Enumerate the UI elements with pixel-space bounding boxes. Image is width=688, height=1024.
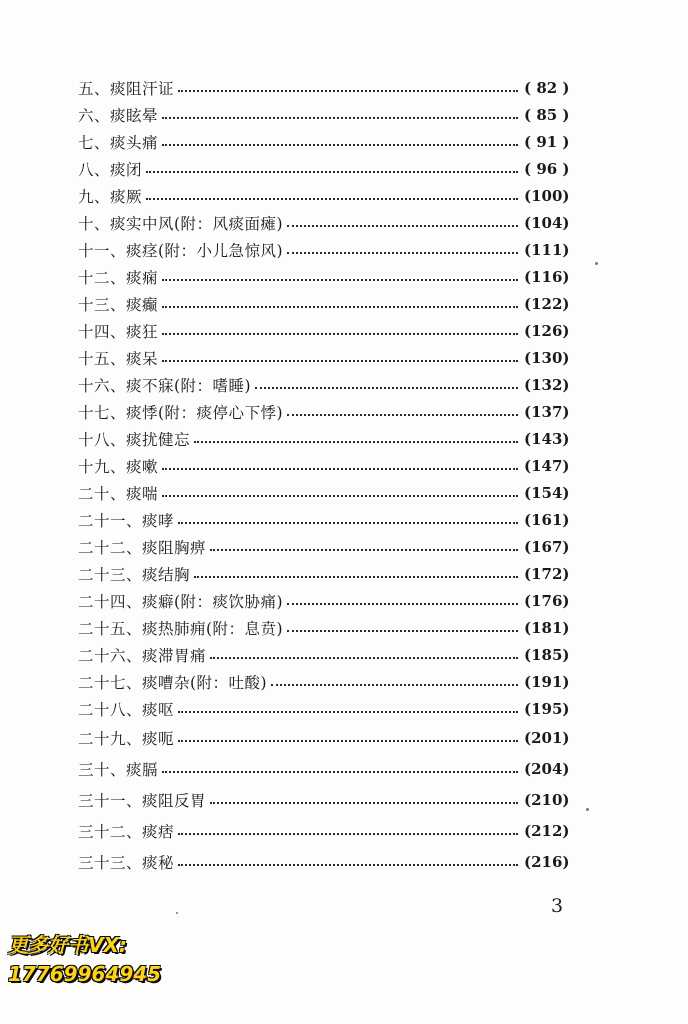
toc-entry-page: (130) [524, 348, 570, 367]
toc-entry-title: 三十一、痰阻反胃 [78, 791, 207, 810]
toc-entry-page: (100) [524, 186, 570, 205]
toc-leader-dots [178, 740, 518, 742]
toc-entry [78, 668, 580, 695]
toc-entry-page: (126) [524, 321, 570, 340]
toc-entry-page: (161) [524, 510, 570, 529]
toc-entry [78, 101, 580, 128]
toc-entry-title: 十四、痰狂 [78, 322, 159, 341]
toc-entry-title: 三十三、痰秘 [78, 853, 175, 872]
toc-leader-dots [146, 171, 518, 173]
toc-entry [78, 398, 580, 425]
toc-entry-page: ( 85 ) [524, 105, 570, 124]
toc-entry-page: (122) [524, 294, 570, 313]
watermark-line-2: 17769964945 [8, 962, 162, 986]
toc-entry-title: 十六、痰不寐(附：嗜睡) [78, 376, 252, 395]
toc-entry-page: (212) [524, 821, 570, 840]
print-speck [595, 262, 598, 265]
toc-entry-title: 十五、痰呆 [78, 349, 159, 368]
page-number: 3 [551, 895, 564, 917]
toc-leader-dots [162, 468, 518, 470]
toc-leader-dots [255, 387, 518, 389]
toc-entry-title: 十九、痰嗽 [78, 457, 159, 476]
toc-leader-dots [287, 252, 518, 254]
toc-entry-title: 二十一、痰哮 [78, 511, 175, 530]
toc-entry [78, 371, 580, 398]
toc-leader-dots [210, 657, 518, 659]
toc-entry-title: 五、痰阻汗证 [78, 79, 175, 98]
toc-entry-title: 三十、痰膈 [78, 760, 159, 779]
toc-entry-page: (154) [524, 483, 570, 502]
toc-entry-page: ( 82 ) [524, 78, 570, 97]
toc-leader-dots [178, 90, 518, 92]
toc-entry-page: ( 96 ) [524, 159, 570, 178]
toc-entry-page: (210) [524, 790, 570, 809]
toc-entry-page: (111) [524, 240, 570, 259]
toc-entry-page: (132) [524, 375, 570, 394]
toc-leader-dots [194, 576, 518, 578]
toc-entry-title: 二十二、痰阻胸痹 [78, 538, 207, 557]
toc-entry [78, 290, 580, 317]
toc-entry-page: (201) [524, 728, 570, 747]
toc-entry-title: 十七、痰悸(附：痰停心下悸) [78, 403, 284, 422]
toc-entry-page: (147) [524, 456, 570, 475]
toc-entry-page: (137) [524, 402, 570, 421]
toc-entry-page: (143) [524, 429, 570, 448]
watermark-overlay [8, 931, 161, 989]
toc-entry [78, 263, 580, 290]
toc-leader-dots [287, 414, 518, 416]
toc-entry [78, 236, 580, 263]
toc-entry-title: 八、痰闭 [78, 160, 143, 179]
toc-entry-page: (204) [524, 759, 570, 778]
print-speck [176, 912, 178, 914]
toc-entry [78, 344, 580, 371]
toc-entry [78, 452, 580, 479]
toc-leader-dots [162, 279, 518, 281]
toc-entry [78, 533, 580, 560]
toc-leader-dots [271, 684, 518, 686]
toc-entry [78, 815, 580, 846]
toc-entry-page: (185) [524, 645, 570, 664]
toc-entry-title: 七、痰头痛 [78, 133, 159, 152]
toc-leader-dots [162, 333, 518, 335]
toc-leader-dots [194, 441, 518, 443]
toc-leader-dots [210, 802, 518, 804]
toc-entry-title: 二十、痰喘 [78, 484, 159, 503]
toc-entry [78, 425, 580, 452]
toc-entry [78, 722, 580, 753]
toc-entry-title: 十三、痰癫 [78, 295, 159, 314]
toc-entry-title: 十二、痰痫 [78, 268, 159, 287]
toc-entry [78, 695, 580, 722]
print-speck [586, 808, 589, 811]
toc-entry [78, 74, 580, 101]
toc-entry-title: 二十六、痰滞胃痛 [78, 646, 207, 665]
toc-entry-title: 二十四、痰癖(附：痰饮胁痛) [78, 592, 284, 611]
toc-leader-dots [162, 306, 518, 308]
toc-leader-dots [287, 603, 518, 605]
toc-entry-page: (104) [524, 213, 570, 232]
toc-leader-dots [162, 495, 518, 497]
toc-leader-dots [210, 549, 518, 551]
toc-entry [78, 641, 580, 668]
toc-entry-page: (216) [524, 852, 570, 871]
toc-entry-page: ( 91 ) [524, 132, 570, 151]
toc-entry-page: (116) [524, 267, 570, 286]
toc-leader-dots [178, 833, 518, 835]
toc-leader-dots [162, 360, 518, 362]
toc-entry [78, 128, 580, 155]
toc-entry [78, 753, 580, 784]
toc-entry-page: (176) [524, 591, 570, 610]
toc-leader-dots [162, 771, 518, 773]
toc-entry [78, 209, 580, 236]
toc-entry [78, 587, 580, 614]
table-of-contents [78, 74, 580, 877]
toc-entry-title: 十一、痰痉(附：小儿急惊风) [78, 241, 284, 260]
toc-leader-dots [178, 711, 518, 713]
toc-entry-page: (181) [524, 618, 570, 637]
toc-leader-dots [146, 198, 518, 200]
toc-leader-dots [162, 117, 518, 119]
toc-entry [78, 614, 580, 641]
toc-entry [78, 182, 580, 209]
toc-entry [78, 479, 580, 506]
toc-entry [78, 846, 580, 877]
toc-entry-page: (191) [524, 672, 570, 691]
toc-entry-page: (195) [524, 699, 570, 718]
toc-entry-title: 二十九、痰呃 [78, 729, 175, 748]
toc-entry-title: 九、痰厥 [78, 187, 143, 206]
toc-entry-title: 六、痰眩晕 [78, 106, 159, 125]
toc-leader-dots [287, 630, 518, 632]
toc-entry-title: 二十五、痰热肺痈(附：息贲) [78, 619, 284, 638]
toc-entry-title: 二十七、痰嘈杂(附：吐酸) [78, 673, 268, 692]
toc-leader-dots [178, 864, 518, 866]
toc-leader-dots [287, 225, 518, 227]
toc-entry-title: 二十八、痰呕 [78, 700, 175, 719]
toc-entry-title: 十、痰实中风(附：风痰面瘫) [78, 214, 284, 233]
toc-entry-title: 三十二、痰痞 [78, 822, 175, 841]
toc-entry [78, 784, 580, 815]
toc-entry-title: 十八、痰扰健忘 [78, 430, 191, 449]
toc-entry [78, 155, 580, 182]
toc-leader-dots [162, 144, 518, 146]
toc-entry-page: (172) [524, 564, 570, 583]
toc-leader-dots [178, 522, 518, 524]
toc-entry-page: (167) [524, 537, 570, 556]
toc-entry-title: 二十三、痰结胸 [78, 565, 191, 584]
toc-entry [78, 317, 580, 344]
toc-entry [78, 560, 580, 587]
toc-entry [78, 506, 580, 533]
watermark-line-1: 更多好书VX: [8, 933, 127, 957]
